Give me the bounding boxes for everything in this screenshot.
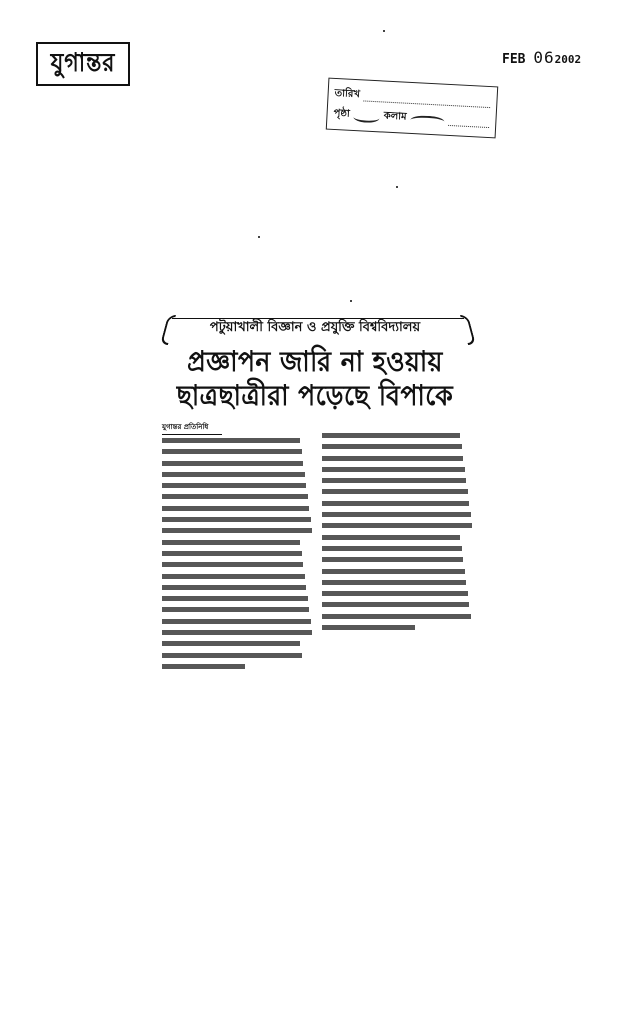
body-text-line: [162, 653, 302, 658]
body-text-line: [162, 574, 305, 579]
body-text-line: [322, 625, 415, 630]
kicker-left-bracket: [160, 315, 176, 345]
body-text-line: [162, 472, 305, 477]
body-text-line: [162, 540, 300, 545]
body-text-line: [322, 580, 466, 585]
body-text-line: [322, 602, 469, 607]
date-month: FEB: [502, 52, 526, 67]
body-text-line: [322, 501, 469, 506]
kicker-right-bracket: [460, 315, 476, 345]
kicker-text: পটুয়াখালী বিজ্ঞান ও প্রযুক্তি বিশ্ববিদ্যালয়: [209, 320, 421, 335]
body-text-line: [162, 461, 303, 466]
slip-column-label: কলাম: [383, 110, 407, 123]
body-text-line: [162, 506, 309, 511]
body-text-line: [162, 607, 309, 612]
scan-speck: [383, 30, 385, 32]
body-text-line: [162, 562, 303, 567]
article-kicker: [150, 313, 480, 343]
body-text-line: [322, 512, 471, 517]
headline-line-1: প্রজ্ঞাপন জারি না হওয়ায়: [187, 345, 443, 378]
scan-speck: [258, 236, 260, 238]
article-body: [150, 421, 480, 675]
article-column-left: [162, 421, 312, 675]
newspaper-masthead: [36, 42, 130, 86]
body-text-line: [322, 557, 463, 562]
date-stamp: [502, 48, 581, 67]
body-text-line: [162, 630, 312, 635]
body-text-line: [162, 619, 311, 624]
article-headline: [150, 345, 480, 413]
body-text-line: [162, 585, 306, 590]
body-text-line: [322, 523, 472, 528]
scan-speck: [350, 300, 352, 302]
handwritten-column-mark: [410, 115, 444, 127]
body-text-line: [322, 444, 462, 449]
article-column-right: [322, 421, 472, 675]
slip-page-label: পৃষ্ঠা: [333, 107, 351, 120]
body-text-line: [162, 664, 245, 669]
article-byline: যুগান্তর প্রতিনিধি: [162, 421, 312, 435]
body-text-line: [162, 596, 308, 601]
body-text-line: [322, 489, 468, 494]
body-text-line: [162, 528, 312, 533]
scan-speck: [396, 186, 398, 188]
body-text-line: [322, 569, 465, 574]
body-text-line: [322, 535, 460, 540]
date-day: 06: [533, 48, 555, 67]
headline-line-2: ছাত্রছাত্রীরা পড়েছে বিপাকে: [176, 379, 454, 412]
body-text-line: [162, 438, 300, 443]
body-text-line: [322, 591, 468, 596]
masthead-name: যুগান্তর: [50, 48, 116, 78]
body-text-line: [162, 494, 308, 499]
body-text-line: [322, 467, 465, 472]
body-text-line: [162, 517, 311, 522]
kicker-rule: [172, 318, 464, 319]
newspaper-clipping: [150, 313, 480, 675]
slip-column-dots: [448, 125, 489, 128]
body-text-line: [162, 551, 302, 556]
date-year: 2002: [554, 53, 582, 66]
slip-date-label: তারিখ: [334, 87, 361, 101]
handwritten-page-mark: [353, 112, 379, 123]
body-text-line: [322, 614, 471, 619]
body-text-line: [162, 483, 306, 488]
body-text-line: [322, 456, 463, 461]
body-text-line: [322, 546, 462, 551]
body-text-line: [162, 641, 300, 646]
body-text-line: [322, 478, 466, 483]
body-text-line: [322, 433, 460, 438]
clipping-record-slip: [326, 78, 498, 139]
body-text-line: [162, 449, 302, 454]
